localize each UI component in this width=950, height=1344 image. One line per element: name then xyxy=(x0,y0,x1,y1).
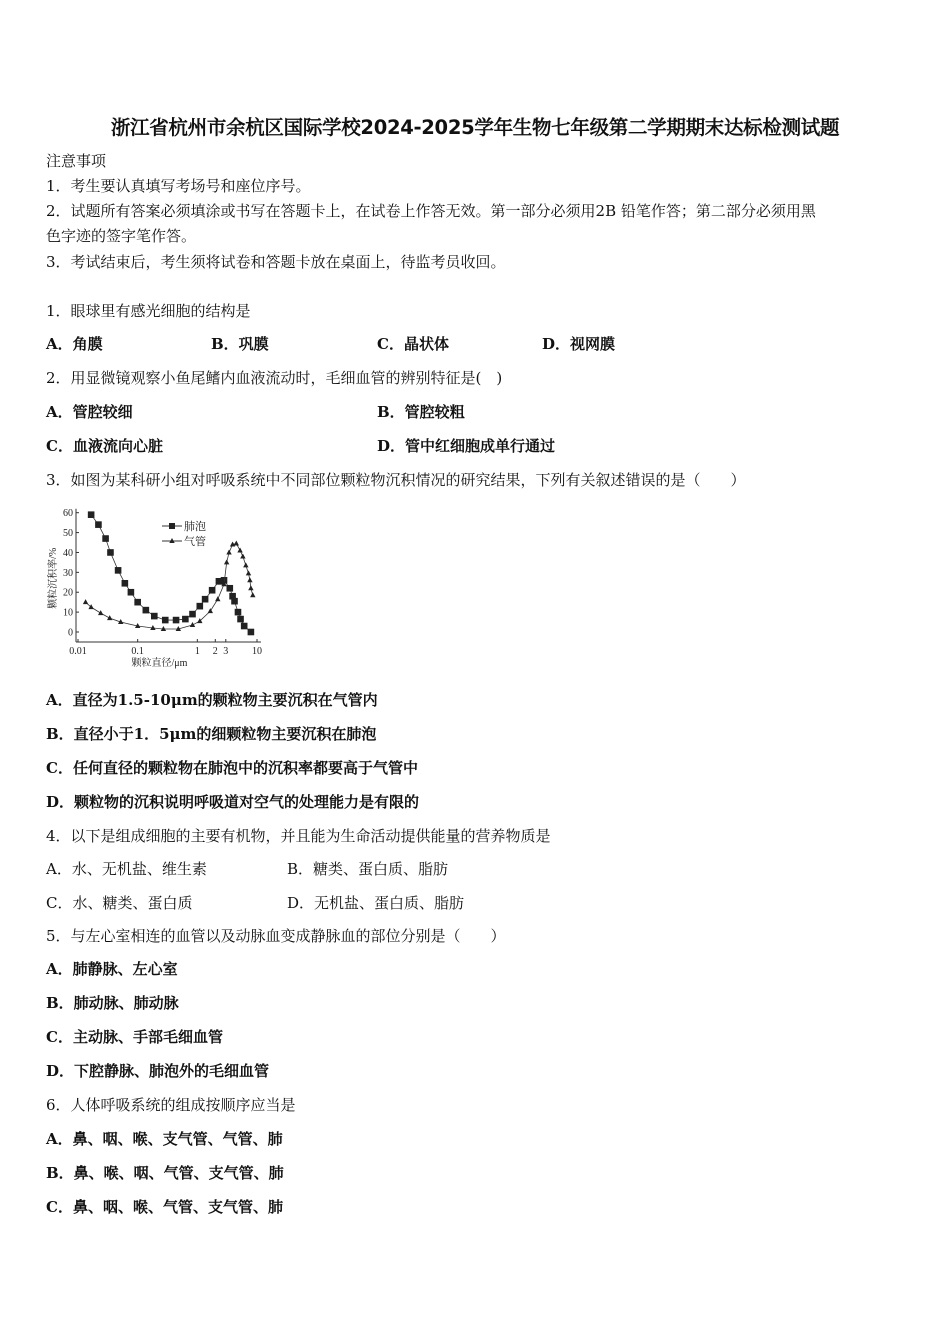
note-item: 2．试题所有答案必须填涂或书写在答题卡上，在试卷上作答无效。第一部分必须用2B 铅笔作答；第二部分必须用黑 xyxy=(46,202,816,220)
option[interactable]: D．无机盐、蛋白质、脂肪 xyxy=(287,894,465,912)
data-point-alveoli xyxy=(128,589,135,596)
question-stem: 2．用显微镜观察小鱼尾鳍内血液流动时，毛细血管的辨别特征是( ) xyxy=(46,369,503,387)
option[interactable]: A．角膜 xyxy=(46,335,103,353)
data-point-alveoli xyxy=(115,567,122,574)
data-point-trachea xyxy=(190,622,195,627)
option[interactable]: C．晶状体 xyxy=(377,335,449,353)
option[interactable]: C．血液流向心脏 xyxy=(46,437,163,455)
data-point-alveoli xyxy=(151,613,158,620)
option[interactable]: C．主动脉、手部毛细血管 xyxy=(46,1028,223,1046)
option[interactable]: D．颗粒物的沉积说明呼吸道对空气的处理能力是有限的 xyxy=(46,793,420,811)
option[interactable]: C．水、糖类、蛋白质 xyxy=(46,894,193,912)
x-tick-label: 2 xyxy=(212,646,218,657)
y-tick-label: 0 xyxy=(68,627,73,639)
x-tick-label: 3 xyxy=(223,646,229,657)
question-stem: 6．人体呼吸系统的组成按顺序应当是 xyxy=(46,1096,296,1114)
data-point-alveoli xyxy=(107,549,114,556)
note-item: 3．考试结束后，考生须将试卷和答题卡放在桌面上，待监考员收回。 xyxy=(46,253,506,271)
data-point-trachea xyxy=(88,604,93,609)
option[interactable]: D．管中红细胞成单行通过 xyxy=(377,437,556,455)
option[interactable]: C．任何直径的颗粒物在肺泡中的沉积率都要高于气管中 xyxy=(46,759,418,777)
note-item: 1．考生要认真填写考场号和座位序号。 xyxy=(46,177,311,195)
y-tick-label: 60 xyxy=(63,508,73,520)
data-point-alveoli xyxy=(226,585,233,592)
option[interactable]: D．下腔静脉、肺泡外的毛细血管 xyxy=(46,1062,270,1080)
option[interactable]: A．鼻、咽、喉、支气管、气管、肺 xyxy=(46,1130,283,1148)
data-point-alveoli xyxy=(197,603,204,610)
option[interactable]: A．管腔较细 xyxy=(46,403,133,421)
data-point-trachea xyxy=(208,608,213,613)
x-tick-label: 1 xyxy=(194,646,200,657)
x-axis-label: 颗粒直径/μm xyxy=(131,658,188,669)
data-point-alveoli xyxy=(102,535,109,542)
option[interactable]: B．糖类、蛋白质、脂肪 xyxy=(287,860,449,878)
data-point-trachea xyxy=(226,549,231,554)
option[interactable]: C．鼻、咽、喉、气管、支气管、肺 xyxy=(46,1198,283,1216)
question-stem: 1．眼球里有感光细胞的结构是 xyxy=(46,302,251,320)
option[interactable]: A．肺静脉、左心室 xyxy=(46,960,178,978)
option[interactable]: B．肺动脉、肺动脉 xyxy=(46,994,179,1012)
option[interactable]: A．水、无机盐、维生素 xyxy=(46,860,207,878)
data-point-alveoli xyxy=(241,623,248,630)
data-point-alveoli xyxy=(209,587,216,594)
x-tick-label: 0.1 xyxy=(131,646,144,657)
option[interactable]: B．管腔较粗 xyxy=(377,403,465,421)
data-point-alveoli xyxy=(248,629,255,636)
data-point-trachea xyxy=(234,541,239,546)
data-point-trachea xyxy=(243,562,248,567)
data-point-trachea xyxy=(246,570,251,575)
data-point-alveoli xyxy=(88,511,95,518)
option[interactable]: A．直径为1.5-10μm的颗粒物主要沉积在气管内 xyxy=(46,691,378,709)
question-stem: 3．如图为某科研小组对呼吸系统中不同部位颗粒物沉积情况的研究结果，下列有关叙述错误的是（ ） xyxy=(46,471,746,489)
data-point-trachea xyxy=(237,547,242,552)
data-point-alveoli xyxy=(134,599,141,606)
data-point-trachea xyxy=(107,615,112,620)
y-tick-label: 20 xyxy=(63,587,73,599)
option[interactable]: B．直径小于1．5μm的细颗粒物主要沉积在肺泡 xyxy=(46,725,377,743)
question-stem: 4．以下是组成细胞的主要有机物，并且能为生命活动提供能量的营养物质是 xyxy=(46,827,551,845)
y-tick-label: 10 xyxy=(63,607,73,619)
option[interactable]: B．鼻、喉、咽、气管、支气管、肺 xyxy=(46,1164,284,1182)
data-point-trachea xyxy=(215,596,220,601)
y-tick-label: 50 xyxy=(63,528,73,540)
x-tick-label: 0.01 xyxy=(69,646,87,657)
data-point-alveoli xyxy=(122,580,129,587)
x-tick-label: 10 xyxy=(252,646,262,657)
data-point-alveoli xyxy=(231,598,238,605)
data-point-trachea xyxy=(240,553,245,558)
data-point-alveoli xyxy=(202,596,209,603)
data-point-alveoli xyxy=(95,521,102,528)
data-point-alveoli xyxy=(182,616,189,623)
data-point-alveoli xyxy=(143,607,150,614)
notes-heading: 注意事项 xyxy=(46,152,107,170)
note-item: 色字迹的签字笔作答。 xyxy=(46,227,197,245)
data-point-trachea xyxy=(250,592,255,597)
option[interactable]: D．视网膜 xyxy=(542,335,616,353)
legend-label: 肺泡 xyxy=(184,521,206,533)
y-tick-label: 40 xyxy=(63,547,73,559)
y-tick-label: 30 xyxy=(63,567,73,579)
data-point-trachea xyxy=(224,559,229,564)
data-point-alveoli xyxy=(173,617,180,624)
question-stem: 5．与左心室相连的血管以及动脉血变成静脉血的部位分别是（ ） xyxy=(46,927,506,945)
data-point-trachea xyxy=(247,577,252,582)
page-title: 浙江省杭州市余杭区国际学校2024-2025学年生物七年级第二学期期末达标检测试题 xyxy=(110,116,840,139)
data-point-trachea xyxy=(98,610,103,615)
data-point-trachea xyxy=(83,599,88,604)
data-point-trachea xyxy=(248,585,253,590)
y-axis-label: 颗粒沉积率/% xyxy=(48,547,59,609)
deposition-chart xyxy=(40,500,280,675)
data-point-alveoli xyxy=(237,616,244,623)
data-point-alveoli xyxy=(235,609,242,616)
data-point-alveoli xyxy=(162,617,169,624)
legend-label: 气管 xyxy=(184,536,206,548)
option[interactable]: B．巩膜 xyxy=(211,335,269,353)
legend-marker xyxy=(169,523,175,529)
data-point-alveoli xyxy=(189,611,196,618)
